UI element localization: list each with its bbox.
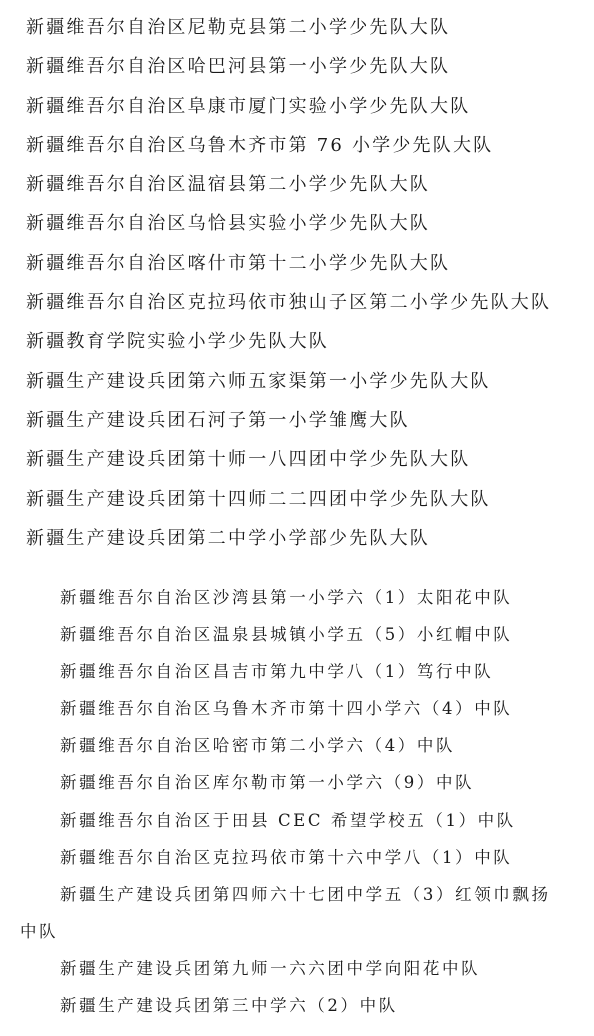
troop-list-item: 新疆生产建设兵团第六师五家渠第一小学少先队大队 (26, 370, 491, 392)
troop-list-item: 新疆维吾尔自治区阜康市厦门实验小学少先队大队 (26, 95, 471, 117)
troop-list-item: 新疆维吾尔自治区乌恰县实验小学少先队大队 (26, 213, 430, 235)
squadron-list-item: 新疆维吾尔自治区哈密市第二小学六（4）中队 (60, 736, 456, 756)
squadron-list-item: 新疆生产建设兵团第三中学六（2）中队 (60, 996, 398, 1016)
troop-list-item: 新疆生产建设兵团第十师一八四团中学少先队大队 (26, 449, 471, 471)
troop-list-item: 新疆生产建设兵团石河子第一小学雏鹰大队 (26, 409, 410, 431)
troop-list-item: 新疆维吾尔自治区温宿县第二小学少先队大队 (26, 174, 430, 196)
squadron-list-item-continuation: 中队 (20, 921, 59, 941)
squadron-list-item: 新疆维吾尔自治区温泉县城镇小学五（5）小红帽中队 (60, 625, 513, 645)
troop-list-item: 新疆维吾尔自治区乌鲁木齐市第 76 小学少先队大队 (26, 134, 494, 156)
squadron-list (0, 579, 594, 1024)
troop-list-item: 新疆生产建设兵团第十四师二二四团中学少先队大队 (26, 488, 491, 510)
squadron-list-item: 新疆维吾尔自治区乌鲁木齐市第十四小学六（4）中队 (60, 699, 513, 719)
troop-list-item: 新疆维吾尔自治区尼勒克县第二小学少先队大队 (26, 17, 451, 38)
squadron-list-item: 新疆生产建设兵团第九师一六六团中学向阳花中队 (60, 958, 481, 978)
troop-list-item: 新疆教育学院实验小学少先队大队 (26, 331, 329, 353)
troop-list-item: 新疆维吾尔自治区克拉玛依市独山子区第二小学少先队大队 (26, 292, 552, 314)
squadron-list-item: 新疆维吾尔自治区昌吉市第九中学八（1）笃行中队 (60, 662, 494, 682)
troop-list-item: 新疆维吾尔自治区喀什市第十二小学少先队大队 (26, 252, 451, 274)
squadron-list-item: 新疆维吾尔自治区沙湾县第一小学六（1）太阳花中队 (60, 588, 513, 607)
squadron-list-item: 新疆维吾尔自治区库尔勒市第一小学六（9）中队 (60, 773, 475, 793)
troop-list (26, 8, 586, 558)
squadron-list-item: 新疆维吾尔自治区于田县 CEC 希望学校五（1）中队 (60, 810, 516, 830)
squadron-list-item: 新疆维吾尔自治区克拉玛依市第十六中学八（1）中队 (60, 847, 513, 867)
squadron-list-item: 新疆生产建设兵团第四师六十七团中学五（3）红领巾飘扬 (60, 884, 551, 904)
troop-list-item: 新疆生产建设兵团第二中学小学部少先队大队 (26, 527, 430, 549)
troop-list-item: 新疆维吾尔自治区哈巴河县第一小学少先队大队 (26, 56, 451, 78)
